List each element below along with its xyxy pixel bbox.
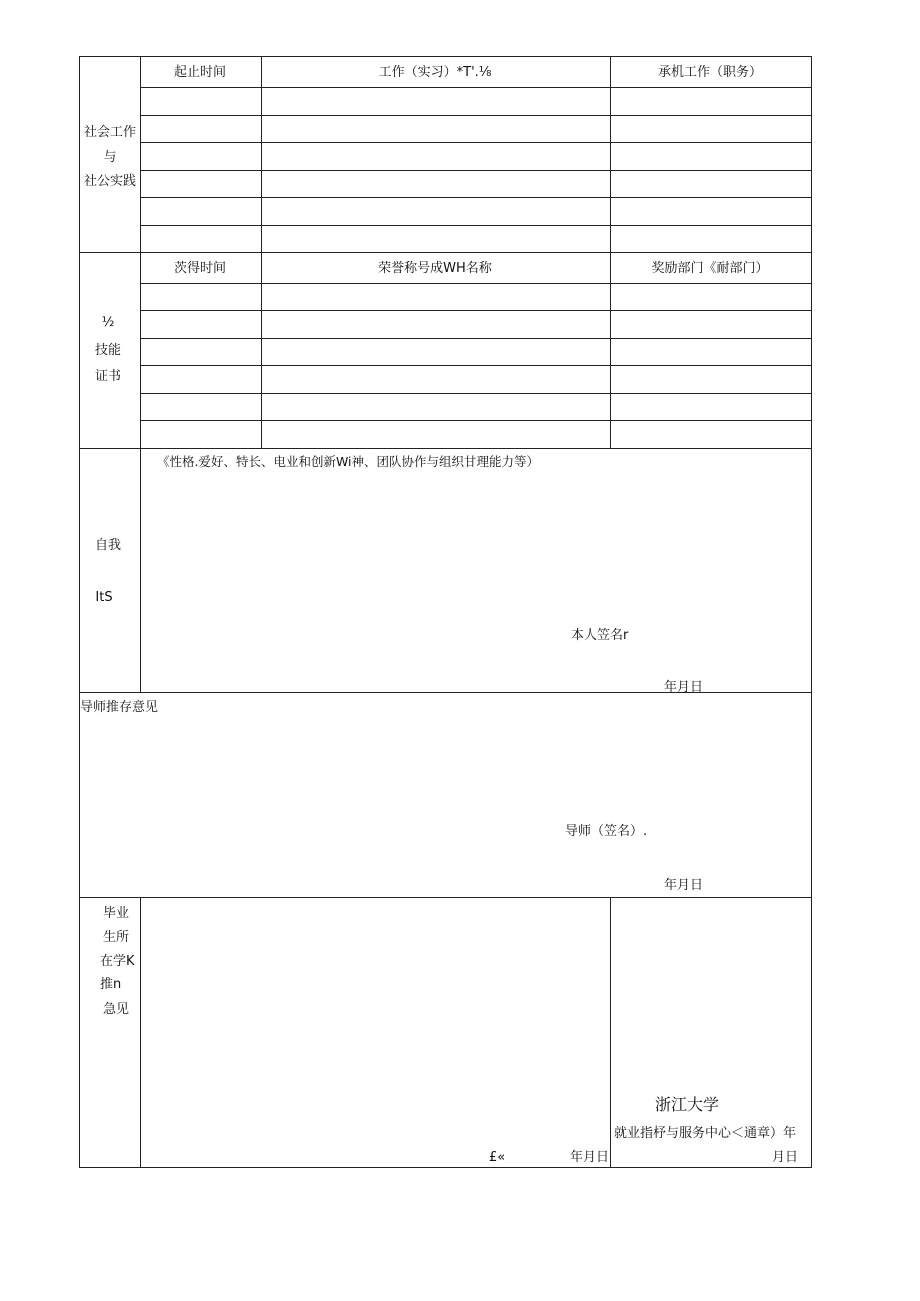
college-date-label: 年月日 [570,1150,610,1165]
work-header-period: 起止时间 [173,65,227,80]
award-header-department: 奖励部门《耐部门） [651,261,769,276]
award-row-label-line2: 技能 [94,343,122,358]
self-date-label: 年月日 [664,680,704,695]
award-header-date: 茨得时间 [173,261,227,276]
self-row-label-line2: ItS [95,590,113,605]
college-row-label-line4: 推n [100,977,122,992]
mentor-date-label: 年月日 [664,878,704,893]
mentor-section-title: 导师推存意见 [80,700,159,715]
work-row-label-line1: 社会工作 [83,125,137,140]
work-row-label-line2: 与 [103,150,117,165]
award-header-title: 荣誉称号成WH名称 [378,261,492,276]
college-row-label-line3: 在学K [100,954,135,969]
mentor-signature-label: 导师（笠名）. [565,824,648,839]
work-header-organization: 工作（实习）*T'.⅛ [378,65,492,80]
college-seal-mark: £« [489,1150,506,1165]
award-row-label-line3: 证书 [94,369,122,384]
award-row-label-line1: ½ [101,315,115,330]
center-office-line: 就业指杼与服务中心＜通章）年 [614,1126,797,1141]
college-row-label-line2: 生所 [103,930,130,945]
work-row-label-line3: 社公实践 [83,174,137,189]
university-name: 浙江大学 [655,1095,720,1114]
college-row-label-line1: 毕业 [103,906,130,921]
work-header-position: 承机工作（职务） [657,65,763,80]
center-date-label: 月日 [772,1150,799,1165]
self-signature-label: 本人笠名r [571,628,629,643]
college-row-label-line5: 急见 [103,1002,130,1017]
self-row-label-line1: 自我 [94,538,122,553]
self-evaluation-hint: 《性格.爱好、特长、电业和创新Wi神、团队协作与组织甘理能力等） [157,454,540,469]
